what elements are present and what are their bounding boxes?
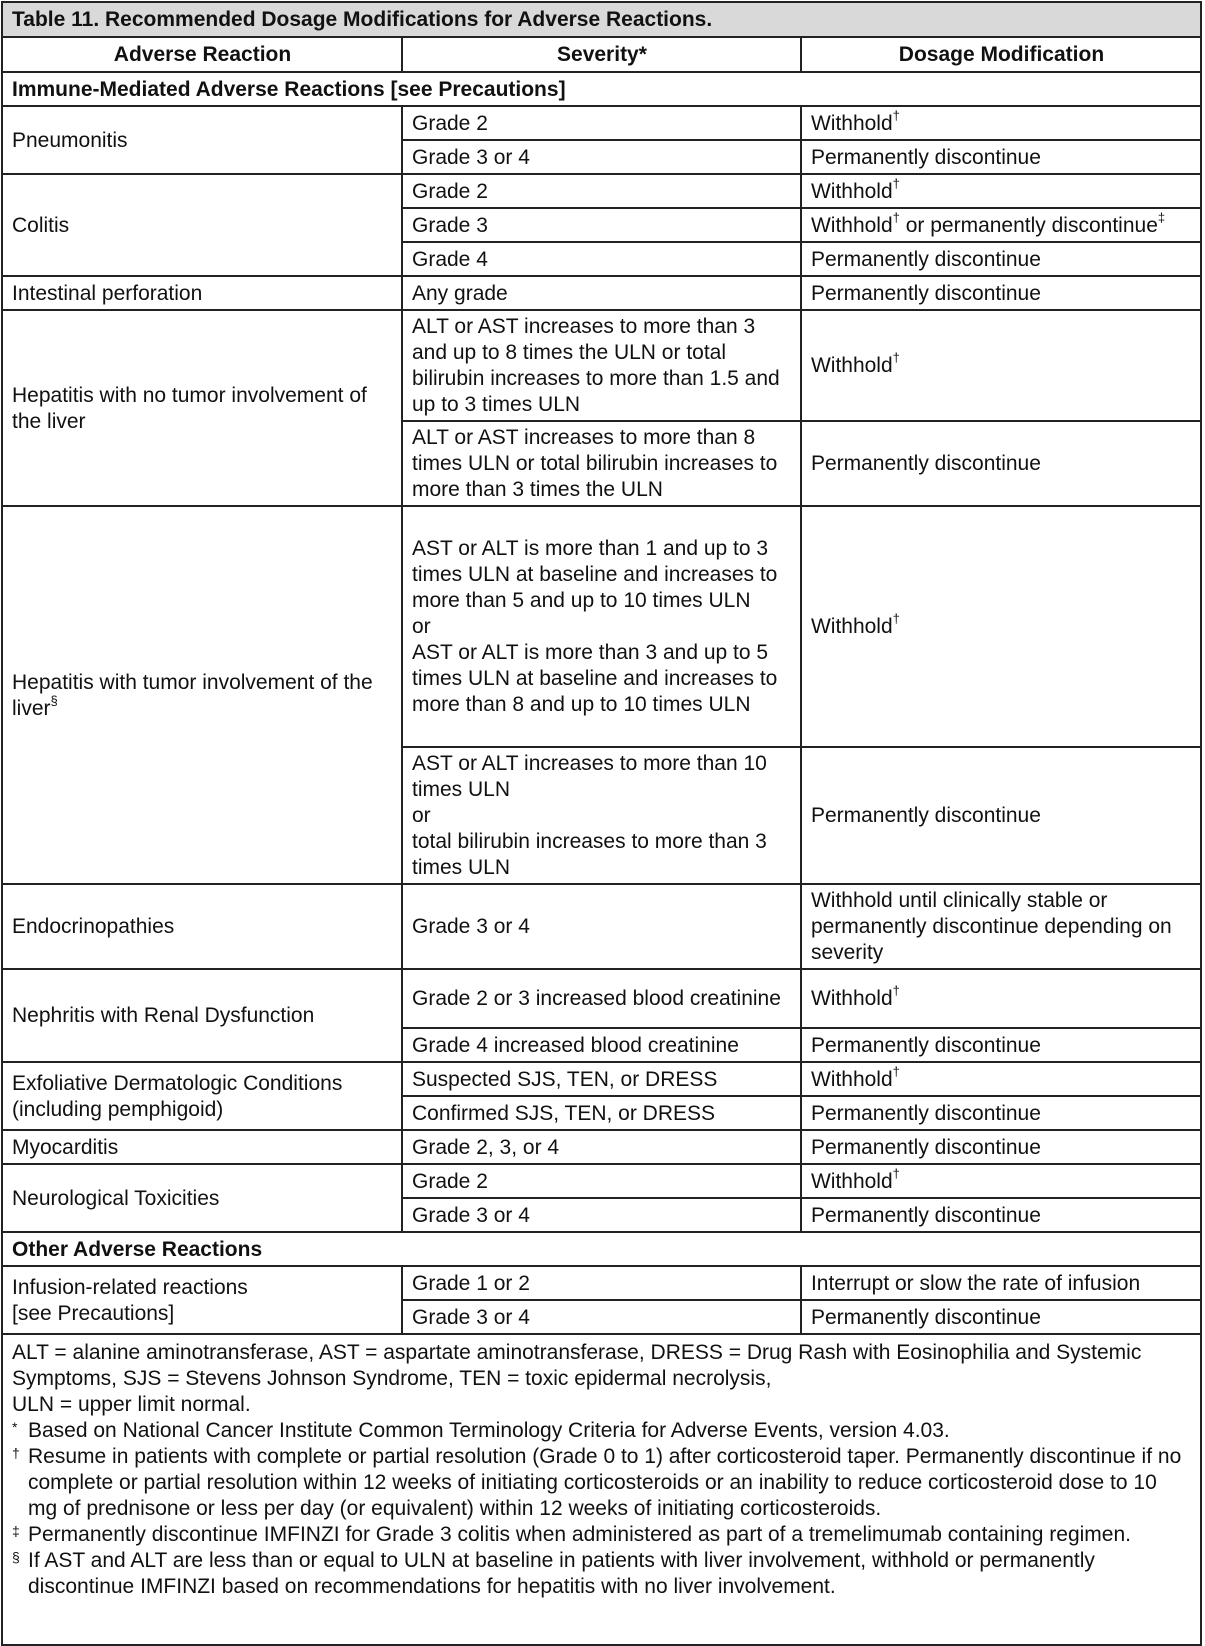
modification-cell: Withhold†: [801, 969, 1201, 1028]
footnote-section: § If AST and ALT are less than or equal to ULN at baseline in patients with liver involvement, withhold or permanently discontinue IMFINZI based on recommendations for hepatitis with no liver involvement.: [12, 1549, 1095, 1598]
reaction-intestinal-perforation: Intestinal perforation: [2, 276, 402, 310]
table-footnotes: [1, 1335, 1202, 1646]
severity-cell: Grade 4 increased blood creatinine: [402, 1028, 801, 1062]
modification-cell: Withhold†: [801, 1062, 1201, 1096]
modification-cell: Withhold†: [801, 310, 1201, 421]
modification-cell: Permanently discontinue: [801, 1300, 1201, 1334]
severity-cell: ALT or AST increases to more than 3 and up to 8 times the ULN or total bilirubin increases to more than 1.5 and up to 3 times ULN: [402, 310, 801, 421]
modification-cell: Permanently discontinue: [801, 421, 1201, 506]
table-row: [2, 310, 1201, 421]
modification-cell: Withhold†: [801, 174, 1201, 208]
table-row: [2, 1062, 1201, 1096]
modification-cell: Permanently discontinue: [801, 242, 1201, 276]
modification-cell: Withhold until clinically stable or permanently discontinue depending on severity: [801, 884, 1201, 969]
severity-cell: Grade 1 or 2: [402, 1266, 801, 1300]
table-row: [2, 1130, 1201, 1164]
severity-cell: AST or ALT is more than 1 and up to 3 times ULN at baseline and increases to more than 5 and up to 10 times ULN or AST or ALT is more than 3 and up to 5 times ULN at baseline and increases to more than 8 and up to 10 times ULN: [402, 506, 801, 747]
reaction-hepatitis-tumor: Hepatitis with tumor involvement of the liver§: [2, 506, 402, 884]
reaction-pneumonitis: Pneumonitis: [2, 106, 402, 174]
table-row: [2, 174, 1201, 208]
header-adverse-reaction: Adverse Reaction: [2, 37, 402, 72]
reaction-hepatitis-no-tumor: Hepatitis with no tumor involvement of the liver: [2, 310, 402, 506]
severity-cell: Grade 2: [402, 106, 801, 140]
table-row: [2, 506, 1201, 747]
section-row-immune: [2, 72, 1201, 106]
severity-cell: AST or ALT increases to more than 10 times ULN or total bilirubin increases to more than 3 times ULN: [402, 747, 801, 884]
severity-cell: Grade 3 or 4: [402, 1198, 801, 1232]
modification-cell: Permanently discontinue: [801, 1096, 1201, 1130]
table-title-row: [2, 2, 1201, 37]
modification-cell: Withhold†: [801, 1164, 1201, 1198]
modification-cell: Withhold†: [801, 106, 1201, 140]
footnote-asterisk: * Based on National Cancer Institute Common Terminology Criteria for Adverse Events, version 4.03.: [12, 1419, 950, 1442]
severity-cell: Grade 3 or 4: [402, 140, 801, 174]
reaction-neurological: Neurological Toxicities: [2, 1164, 402, 1232]
severity-cell: Grade 3 or 4: [402, 884, 801, 969]
reaction-endocrinopathies: Endocrinopathies: [2, 884, 402, 969]
section-other: Other Adverse Reactions: [2, 1232, 1201, 1266]
table-row: [2, 1164, 1201, 1198]
modification-cell: Interrupt or slow the rate of infusion: [801, 1266, 1201, 1300]
severity-cell: Grade 2: [402, 174, 801, 208]
severity-cell: Grade 2 or 3 increased blood creatinine: [402, 969, 801, 1028]
reaction-myocarditis: Myocarditis: [2, 1130, 402, 1164]
severity-cell: Grade 3 or 4: [402, 1300, 801, 1334]
table-row: [2, 1266, 1201, 1300]
severity-cell: Grade 4: [402, 242, 801, 276]
severity-cell: Grade 2: [402, 1164, 801, 1198]
reaction-colitis: Colitis: [2, 174, 402, 276]
modification-cell: Permanently discontinue: [801, 140, 1201, 174]
severity-cell: Any grade: [402, 276, 801, 310]
footnote-dagger: † Resume in patients with complete or partial resolution (Grade 0 to 1) after corticosteroid taper. Permanently discontinue if no complete or partial resolution within 12 weeks of initiating corticosteroids or an inability to reduce corticosteroid dose to 10 mg of prednisone or less per day (or equivalent) within 12 weeks of initiating corticosteroids.: [12, 1445, 1182, 1520]
modification-cell: Withhold†: [801, 506, 1201, 747]
modification-cell: Permanently discontinue: [801, 276, 1201, 310]
modification-cell: Permanently discontinue: [801, 1028, 1201, 1062]
dosage-modification-table: [1, 1, 1202, 1335]
severity-cell: ALT or AST increases to more than 8 times ULN or total bilirubin increases to more than 3 times the ULN: [402, 421, 801, 506]
modification-cell: Withhold† or permanently discontinue‡: [801, 208, 1201, 242]
reaction-dermatologic: Exfoliative Dermatologic Conditions (including pemphigoid): [2, 1062, 402, 1130]
modification-cell: Permanently discontinue: [801, 1130, 1201, 1164]
dosage-table-page: [1, 1, 1202, 1639]
modification-cell: Permanently discontinue: [801, 747, 1201, 884]
table-row: [2, 276, 1201, 310]
modification-cell: Permanently discontinue: [801, 1198, 1201, 1232]
reaction-nephritis: Nephritis with Renal Dysfunction: [2, 969, 402, 1062]
header-severity: Severity*: [402, 37, 801, 72]
footnote-double-dagger: ‡ Permanently discontinue IMFINZI for Grade 3 colitis when administered as part of a tremelimumab containing regimen.: [12, 1523, 1131, 1546]
severity-cell: Confirmed SJS, TEN, or DRESS: [402, 1096, 801, 1130]
table-row: [2, 969, 1201, 1028]
table-row: [2, 884, 1201, 969]
reaction-infusion: Infusion-related reactions [see Precautions]: [2, 1266, 402, 1334]
severity-cell: Suspected SJS, TEN, or DRESS: [402, 1062, 801, 1096]
severity-cell: Grade 2, 3, or 4: [402, 1130, 801, 1164]
table-title: Table 11. Recommended Dosage Modifications for Adverse Reactions.: [2, 2, 1201, 37]
section-row-other: [2, 1232, 1201, 1266]
abbreviations-note: ALT = alanine aminotransferase, AST = aspartate aminotransferase, DRESS = Drug Rash with Eosinophilia and Systemic Symptoms, SJS = Stevens Johnson Syndrome, TEN = toxic epidermal necrolysis, ULN = upper limit normal.: [12, 1341, 1142, 1416]
header-dosage-modification: Dosage Modification: [801, 37, 1201, 72]
table-header-row: [2, 37, 1201, 72]
table-row: [2, 106, 1201, 140]
section-immune-mediated: Immune-Mediated Adverse Reactions [see Precautions]: [2, 72, 1201, 106]
severity-cell: Grade 3: [402, 208, 801, 242]
